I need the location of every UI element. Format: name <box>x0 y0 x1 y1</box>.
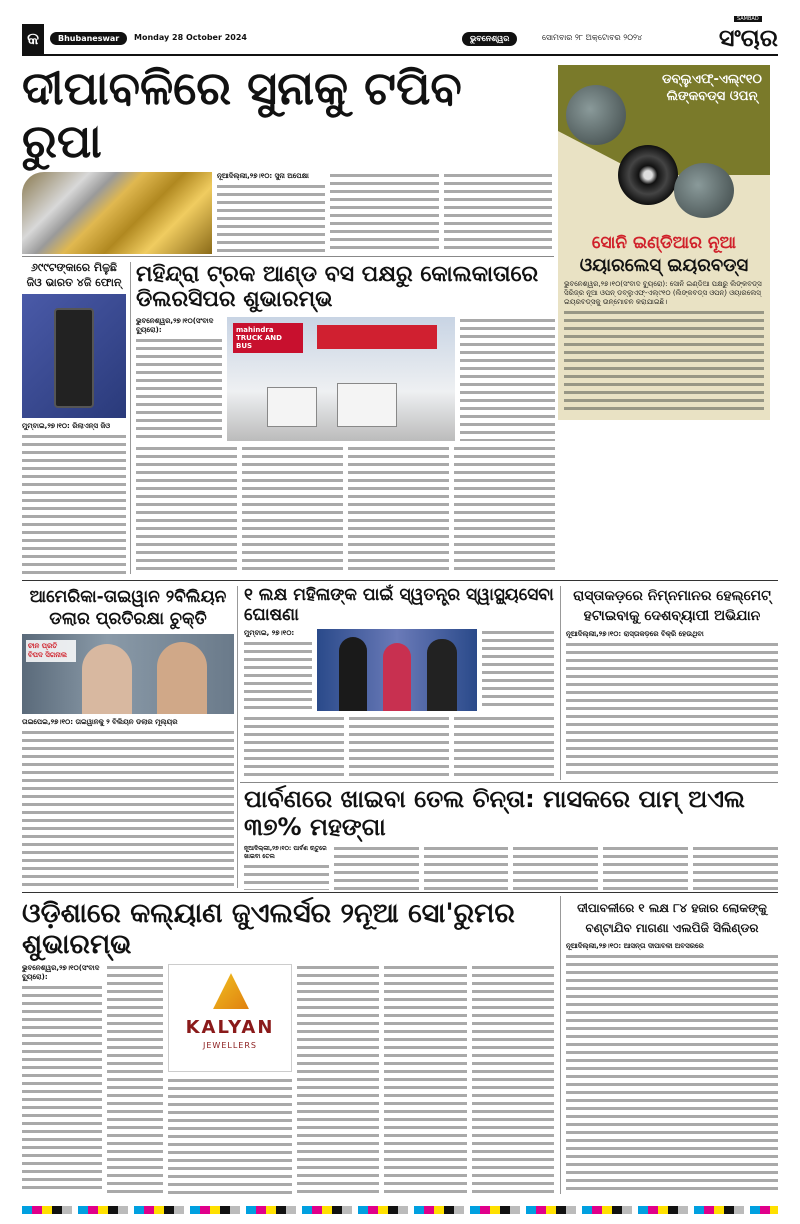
dealership-sign: mahindra TRUCK AND BUS <box>233 323 303 353</box>
kalyan-logo-name: KALYAN <box>185 1017 275 1039</box>
sony-ad <box>558 65 770 420</box>
palm-body-6 <box>693 845 778 890</box>
ad-title-red: ସୋନି ଇଣ୍ଡିଆର ନୂଆ <box>591 233 737 253</box>
palm-body-2 <box>334 845 419 890</box>
divider <box>240 782 778 783</box>
lpg-article <box>566 898 778 1194</box>
women-body-1: ମୁମ୍ବାଇ, ୨୭।୧୦: <box>244 629 312 711</box>
women-body-2 <box>482 629 554 711</box>
city-odia-pill: ଭୁବନେଶ୍ୱର <box>462 32 517 46</box>
kalyan-body-5 <box>384 964 466 1194</box>
ad-visual <box>558 65 770 230</box>
mahindra-body-2 <box>460 317 555 441</box>
jio-body: ମୁମ୍ବାଇ,୨୭।୧୦: ରିଲାଏନ୍ସ ଜିଓ <box>22 422 126 574</box>
women-article <box>244 586 554 778</box>
mahindra-article <box>136 262 555 574</box>
lead-headline: ଦୀପାବଳିରେ ସୁନାକୁ ଟପିବ ରୁପା <box>22 61 462 168</box>
masthead <box>22 16 778 56</box>
kalyan-body-4 <box>297 964 379 1194</box>
kalyan-body-1: ଭୁବନେଶ୍ୱର,୨୭।୧୦(ସଂବାଦ ବ୍ୟୁରୋ): <box>22 964 102 1194</box>
women-body-4 <box>349 715 449 778</box>
palm-body-1: ନୂଆଦିଲ୍ଲୀ,୨୭।୧୦: ପାର୍ବଣ ଋତୁରେ ଖାଇବା ତେଲ <box>244 845 329 890</box>
women-headline: ୧ ଲକ୍ଷ ମହିଳାଙ୍କ ପାଇଁ ସ୍ୱତନ୍ତ୍ର ସ୍ୱାସ୍ଥ୍ୟସେବା ଘୋଷଣା <box>244 585 554 625</box>
kalyan-logo-mark <box>213 973 249 1009</box>
ambani-family-image <box>317 629 477 711</box>
palm-article <box>244 786 778 890</box>
date: Monday 28 October 2024 <box>134 33 247 42</box>
mahindra-headline: ମହିନ୍ଦ୍ରା ଟ୍ରକ ଆଣ୍ଡ ବସ ପକ୍ଷରୁ କୋଲକାତାରେ ଡିଲରସିପର ଶୁଭାରମ୍ଭ <box>136 262 539 313</box>
lead-body-3 <box>444 172 552 254</box>
date-odia: ସୋମବାର ୨୮ ଅକ୍ଟୋବର ୨୦୨୪ <box>542 33 643 42</box>
kalyan-logo-sub: JEWELLERS <box>203 1041 257 1051</box>
helmet-article <box>566 586 778 778</box>
page-letter: କ <box>22 24 44 54</box>
mahindra-body-5 <box>348 445 449 574</box>
ad-title: ଓୟାରଲେସ୍ ଇୟରବଡ୍ସ <box>579 254 749 276</box>
jio-phone-image <box>22 294 126 418</box>
women-body-5 <box>454 715 554 778</box>
ad-body: ଭୁବନେଶ୍ୱର,୨୭।୧୦(ସଂବାଦ ବ୍ୟୁରୋ): ସୋନି ଇଣ୍ଡିଆ ପକ୍ଷରୁ ଲିଙ୍କବଡ୍ସ ସିରିଜ୍‌ର ନୂଆ ଓପନ୍ ଡବ୍ଲୁଏଫ୍-ଏଲ୍୯୧୦ (ଲିଙ୍କବଡ୍ସ ଓପନ୍) ଓୟାରଲେସ୍ ଇୟରବଡ୍ସକୁ ଉନ୍ମୋଚନ କରାଯାଇଛି। <box>558 276 770 420</box>
helmet-body: ନୂଆଦିଲ୍ଲୀ,୨୭।୧୦: ରାସ୍ତାକଡ଼ରେ ବିକ୍ରି ହେଉଥିବା <box>566 630 778 778</box>
color-registration-bar <box>22 1206 778 1214</box>
kalyan-body-3 <box>168 1077 292 1194</box>
mahindra-body-6 <box>454 445 555 574</box>
palm-body-4 <box>513 845 598 890</box>
earbud-image <box>618 145 678 205</box>
divider <box>560 896 561 1194</box>
earbud-image <box>566 85 626 145</box>
kalyan-body-6 <box>472 964 554 1194</box>
jio-headline: ୬୯୯ଟଙ୍କାରେ ମିଳୁଛି ଜିଓ ଭାରତ ୪ଜି ଫୋନ୍ <box>26 261 122 289</box>
palm-headline: ପାର୍ବଣରେ ଖାଇବା ତେଲ ଚିନ୍ତା: ମାସକରେ ପାମ୍ ଅଏଲ ୩୭% ମହଙ୍ଗା <box>244 785 745 841</box>
divider <box>22 256 554 257</box>
mahindra-body-3 <box>136 445 237 574</box>
ad-product-name: ଡବ୍ଲୁଏଫ୍-ଏଲ୍୯୧୦ ଲିଙ୍କବଡ୍ସ ଓପନ୍ <box>662 72 762 104</box>
kalyan-logo-column <box>168 964 292 1194</box>
taiwan-article <box>22 586 234 888</box>
biden-lai-image <box>22 634 234 714</box>
divider <box>237 586 238 888</box>
mahindra-body-1: ଭୁବନେଶ୍ୱର,୨୭।୧୦(ସଂବାଦ ବ୍ୟୁରୋ): <box>136 317 222 441</box>
divider <box>22 892 778 893</box>
women-body-3 <box>244 715 344 778</box>
logo: ସଂଚାର <box>718 24 778 52</box>
palm-body-3 <box>424 845 509 890</box>
kalyan-article <box>22 898 554 1194</box>
kalyan-headline: ଓଡ଼ିଶାରେ କଲ୍ୟାଣ ଜୁଏଲର୍ସର ୨ନୂଆ ସୋ'ରୁମର ଶୁଭାରମ୍ଭ <box>22 898 515 961</box>
mahindra-body-4 <box>242 445 343 574</box>
lead-body-1: ନୂଆଦିଲ୍ଲୀ,୨୭।୧୦: ସୁନା ଅପେକ୍ଷା <box>217 172 325 254</box>
mahindra-dealership-image <box>227 317 455 441</box>
lpg-headline: ଦୀପାବଳୀରେ ୧ ଲକ୍ଷ ୮୪ ହଜାର ଲୋକଙ୍କୁ ବଣ୍ଟାଯିବ ମାଗଣା ଏଲପିଜି ସିଲିଣ୍ଡର <box>577 901 767 935</box>
lead-body-2 <box>330 172 438 254</box>
gold-bars-image <box>22 172 212 254</box>
taiwan-headline: ଆମେରିକା-ତାଇୱାନ ୨ବିଲିୟନ ଡଲାର ପ୍ରତିରକ୍ଷା ଚୁକ୍ତି <box>29 587 227 629</box>
city-pill: Bhubaneswar <box>50 32 127 45</box>
logo-small: SAMBAD <box>734 16 762 22</box>
helmet-headline: ରାସ୍ତାକଡ଼ରେ ନିମ୍ନମାନର ହେଲ୍‌ମେଟ୍ ହଟାଇବାକୁ ଦେଶବ୍ୟାପୀ ଅଭିଯାନ <box>573 588 771 624</box>
kalyan-logo <box>168 964 292 1072</box>
divider <box>22 580 778 581</box>
taiwan-body: ତାଇପେଇ,୨୭।୧୦: ତାଇୱାନକୁ ୨ ବିଲିୟନ ଡଲାର ମୂଲ୍ୟର <box>22 718 234 888</box>
palm-body-5 <box>603 845 688 890</box>
divider <box>560 586 561 780</box>
lpg-body: ନୂଆଦିଲ୍ଲୀ,୨୭।୧୦: ଆସନ୍ତା ଦୀପାବଳୀ ଅବସରରେ <box>566 942 778 1194</box>
earbud-image <box>674 163 734 218</box>
jio-article <box>22 260 126 574</box>
taiwan-badge: ଚୀନ ପ୍ରତି ବିପଦ ସିଗନାଲ <box>26 640 76 662</box>
kalyan-body-2 <box>107 964 163 1194</box>
lead-article <box>22 62 552 254</box>
divider <box>130 262 131 574</box>
